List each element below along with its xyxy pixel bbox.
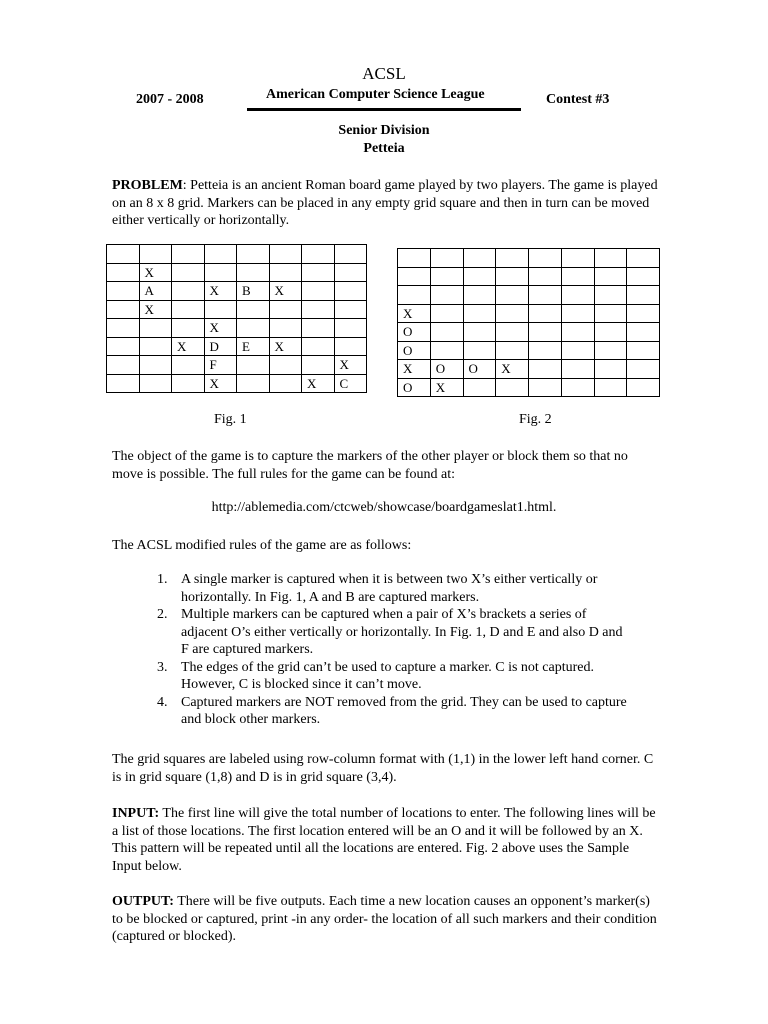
input-text: The first line will give the total number of locations to enter. The following lines will be a list of those locations. The first location entered will be an O and it will be followed by an X. This pattern will be repeated until all the locations are entered. Fig. 2 above uses the Sample Input below. [112,806,656,874]
rule-text: Captured markers are NOT removed from the grid. They can be used to capture and block other markers. [181,694,627,727]
grid-cell [302,337,335,356]
grid-row [398,341,660,360]
output-paragraph [112,893,658,946]
problem-label: PROBLEM [112,178,183,193]
grid-cell [172,374,205,393]
grid-cell: X [204,374,237,393]
grid-row [107,319,367,338]
grid-cell: X [334,356,367,375]
grid-cell [529,378,562,397]
grid-cell [172,263,205,282]
grid-cell: X [139,263,172,282]
grid-cell [594,360,627,379]
grid-cell [237,319,270,338]
rule-text: A single marker is captured when it is between two X’s either vertically or horizontally. In Fig. 1, A and B are captured markers. [181,572,598,605]
problem-text: : Petteia is an ancient Roman board game played by two players. The game is played on an 8 x 8 grid. Markers can be placed in any empty grid square and then in turn can be moved either vertically or horizontally. [112,178,658,228]
grid-cell [334,282,367,301]
grid-cell [627,323,660,342]
grid-cell [139,319,172,338]
grid-cell [139,374,172,393]
grid-cell [627,267,660,286]
grid-cell [172,319,205,338]
grid-cell [430,323,463,342]
problem-paragraph [112,177,658,230]
grid-cell [594,249,627,268]
grid-cell [237,300,270,319]
grid-cell: X [204,319,237,338]
rule-text: Multiple markers can be captured when a pair of X’s brackets a series of adjacent O’s either vertically or horizontally. In Fig. 1, D and E and also D and F are captured markers. [181,607,623,657]
grid-cell [172,300,205,319]
header-rule [247,108,521,111]
grid-cell [496,341,529,360]
grid-cell [561,249,594,268]
grid-cell: O [463,360,496,379]
grid-cell [204,300,237,319]
rule-item [157,571,627,606]
grid-row [398,267,660,286]
grid-cell [496,249,529,268]
grid-cell: X [398,304,431,323]
grid-cell [594,341,627,360]
grid-cell [172,356,205,375]
grid-cell: E [237,337,270,356]
grid-cell [529,286,562,305]
grid-cell [139,337,172,356]
grid-cell [172,245,205,264]
grid-row [107,374,367,393]
grid-cell [529,360,562,379]
grid-cell: C [334,374,367,393]
grid-cell [561,378,594,397]
grid-cell [496,304,529,323]
input-label: INPUT: [112,806,160,821]
grid-cell [627,304,660,323]
grid-cell [496,286,529,305]
grid-cell [529,304,562,323]
grid-cell: X [398,360,431,379]
rule-item [157,694,627,729]
grid-cell [463,304,496,323]
grid-cell: X [269,337,302,356]
grid-row [107,263,367,282]
grid-cell [269,374,302,393]
grid-row [107,245,367,264]
grid-cell [594,286,627,305]
grid-cell [561,267,594,286]
grid-cell: O [398,378,431,397]
grid-cell [107,337,140,356]
grid-row [398,360,660,379]
grid-cell [561,304,594,323]
grid-cell: O [398,341,431,360]
grid-cell [398,286,431,305]
grid-cell [334,300,367,319]
contest-number: Contest #3 [546,92,610,107]
grid-cell [107,245,140,264]
grid-cell [529,249,562,268]
grid-cell [334,263,367,282]
grid-cell [107,300,140,319]
grid-cell [627,341,660,360]
grid-row [107,337,367,356]
grid-cell [302,263,335,282]
grid-cell [496,267,529,286]
grid-cell [529,267,562,286]
grid-cell: X [204,282,237,301]
grid-cell: X [430,378,463,397]
grid-cell [463,267,496,286]
output-label: OUTPUT: [112,894,174,909]
grid-cell [237,356,270,375]
grid-cell [269,300,302,319]
grid-cell: D [204,337,237,356]
fig1-caption: Fig. 1 [214,412,247,427]
fig2-caption: Fig. 2 [519,412,552,427]
grid-cell [204,245,237,264]
grid-cell [302,356,335,375]
grid-cell [594,267,627,286]
grid-cell [334,337,367,356]
grid-row [398,249,660,268]
problem-title: Petteia [363,141,405,156]
input-paragraph [112,805,658,875]
grid-row [107,282,367,301]
grid-cell: F [204,356,237,375]
grid-cell [529,341,562,360]
grid-cell: X [172,337,205,356]
rule-text: The edges of the grid can’t be used to capture a marker. C is not captured. However, C is blocked since it can’t move. [181,659,594,692]
object-paragraph: The object of the game is to capture the markers of the other player or block them so that no move is possible. The full rules for the game can be found at: [112,449,628,482]
grid-cell [594,378,627,397]
grid-cell [334,319,367,338]
grid-cell [398,267,431,286]
grid-cell: X [302,374,335,393]
grid-cell [463,323,496,342]
fig2-grid [397,248,660,397]
grid-cell [237,263,270,282]
grid-cell: X [496,360,529,379]
fig1-grid [106,244,367,393]
division-label: Senior Division [338,123,430,138]
grid-cell [302,245,335,264]
grid-cell [594,323,627,342]
grid-cell [269,245,302,264]
grid-cell [302,282,335,301]
grid-cell [269,319,302,338]
grid-cell [561,286,594,305]
rules-list [157,571,627,729]
rule-item [157,659,627,694]
grid-cell: B [237,282,270,301]
grid-row [398,378,660,397]
grid-cell [430,341,463,360]
header-acsl: ACSL [362,64,406,83]
grid-cell [107,374,140,393]
grid-row [398,286,660,305]
grid-cell: X [139,300,172,319]
grid-cell [172,282,205,301]
grid-row [398,304,660,323]
rules-url: http://ablemedia.com/ctcweb/showcase/boardgameslat1.html. [211,500,557,515]
grid-cell [496,323,529,342]
grid-cell [627,378,660,397]
grid-cell [627,286,660,305]
rule-item [157,606,627,659]
rule-number: 4. [157,694,168,710]
grid-cell [561,323,594,342]
contest-year: 2007 - 2008 [136,92,204,107]
grid-cell [139,356,172,375]
grid-cell: X [269,282,302,301]
grid-cell [334,245,367,264]
grid-cell [107,356,140,375]
grid-cell [430,267,463,286]
grid-cell [430,304,463,323]
output-text: There will be five outputs. Each time a new location causes an opponent’s marker(s) to be blocked or captured, print -in any order- the location of all such markers and their condition (captured or blocked). [112,894,657,944]
grid-cell: O [398,323,431,342]
grid-cell [204,263,237,282]
rule-number: 2. [157,607,168,622]
grid-cell [561,360,594,379]
grid-cell [496,378,529,397]
grid-cell [627,360,660,379]
grid-cell: O [430,360,463,379]
league-name: American Computer Science League [266,87,485,102]
grid-cell [107,319,140,338]
rule-number: 3. [157,659,168,675]
rule-number: 1. [157,572,168,587]
grid-row [107,300,367,319]
grid-cell [237,374,270,393]
grid-cell [561,341,594,360]
grid-cell [430,286,463,305]
grid-row [107,356,367,375]
grid-cell [430,249,463,268]
grid-cell [627,249,660,268]
rules-intro: The ACSL modified rules of the game are as follows: [112,538,412,553]
grid-cell [463,378,496,397]
grid-cell: A [139,282,172,301]
grid-cell [237,245,270,264]
grid-cell [463,249,496,268]
grid-cell [107,263,140,282]
grid-row [398,323,660,342]
grid-cell [594,304,627,323]
labels-paragraph: The grid squares are labeled using row-column format with (1,1) in the lower left hand corner. C is in grid square (1,8) and D is in grid square (3,4). [112,752,654,785]
grid-cell [463,286,496,305]
grid-cell [139,245,172,264]
grid-cell [463,341,496,360]
grid-cell [529,323,562,342]
grid-cell [107,282,140,301]
grid-cell [398,249,431,268]
grid-cell [269,356,302,375]
grid-cell [269,263,302,282]
grid-cell [302,300,335,319]
grid-cell [302,319,335,338]
